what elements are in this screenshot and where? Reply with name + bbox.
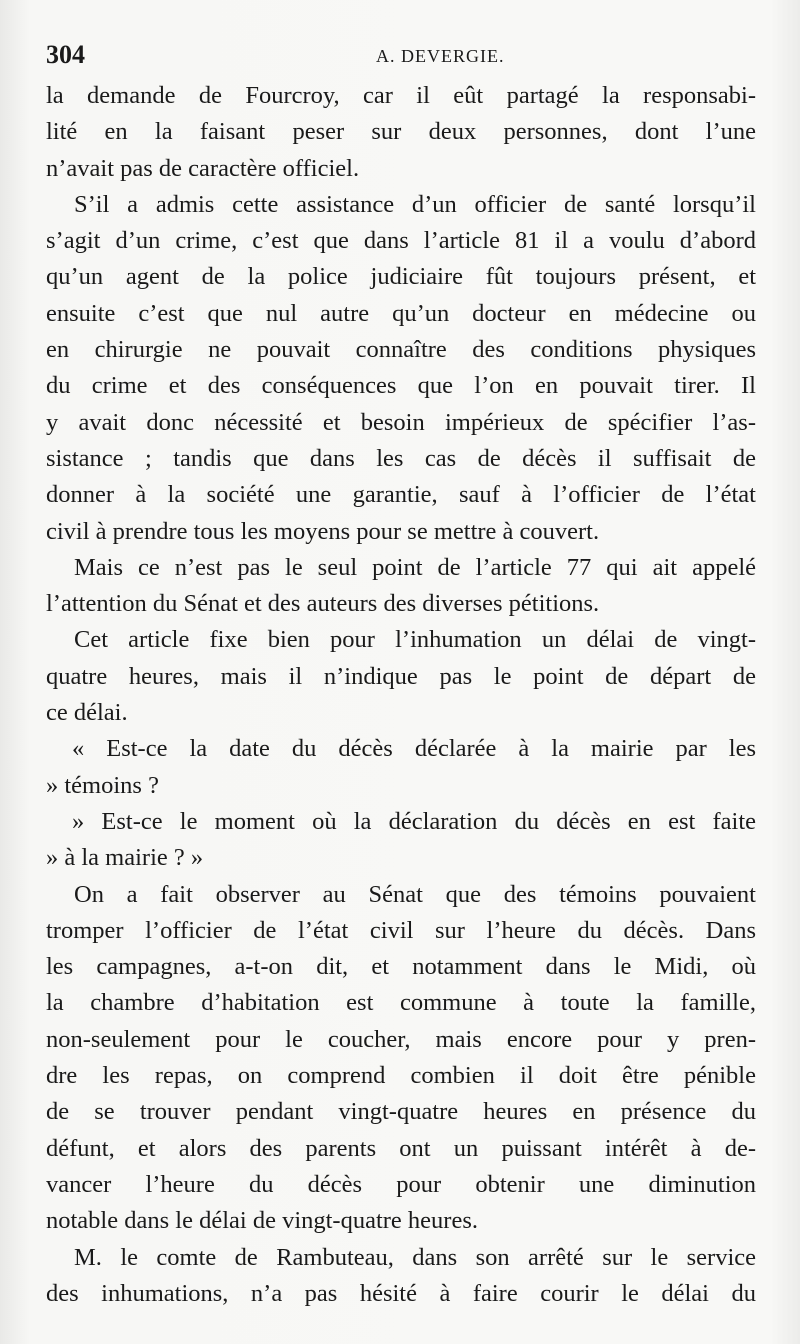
text-line: Mais ce n’est pas le seul point de l’article 77 qui ait appelé <box>74 553 756 581</box>
text-line: sistance ; tandis que dans les cas de décès il suffisait de <box>46 444 756 472</box>
text-line: quatre heures, mais il n’indique pas le point de départ de <box>46 662 756 690</box>
text-line: en chirurgie ne pouvait connaître des conditions physiques <box>46 336 756 364</box>
text-line: lité en la faisant peser sur deux personnes, dont l’une <box>46 118 756 146</box>
text-line: » à la mairie ? » <box>46 844 204 872</box>
text-line: y avait donc nécessité et besoin impérieux de spécifier l’as- <box>46 408 756 436</box>
text-line: du crime et des conséquences que l’on en pouvait tirer. Il <box>46 372 756 400</box>
text-line: les campagnes, a-t-on dit, et notamment dans le Midi, où <box>46 953 756 981</box>
running-head: A. DEVERGIE. <box>376 46 505 66</box>
page-number: 304 <box>46 40 85 69</box>
text-line: civil à prendre tous les moyens pour se mettre à couvert. <box>46 517 600 545</box>
text-line: ensuite c’est que nul autre qu’un docteur en médecine ou <box>46 299 756 327</box>
text-line: vancer l’heure du décès pour obtenir une diminution <box>46 1170 756 1198</box>
text-line: la chambre d’habitation est commune à toute la famille, <box>46 989 756 1017</box>
page-header <box>46 40 754 74</box>
text-line: n’avait pas de caractère officiel. <box>46 154 360 182</box>
text-line: « Est-ce la date du décès déclarée à la mairie par les <box>72 735 756 763</box>
text-line: l’attention du Sénat et des auteurs des diverses pétitions. <box>46 590 600 618</box>
text-line: défunt, et alors des parents ont un puissant intérêt à de- <box>46 1134 756 1162</box>
text-line: M. le comte de Rambuteau, dans son arrêté sur le service <box>74 1243 756 1271</box>
text-line: dre les repas, on comprend combien il doit être pénible <box>46 1062 756 1090</box>
text-line: notable dans le délai de vingt-quatre heures. <box>46 1207 478 1235</box>
text-line: tromper l’officier de l’état civil sur l’heure du décès. Dans <box>46 916 756 944</box>
text-line: non-seulement pour le coucher, mais encore pour y pren- <box>46 1025 756 1053</box>
text-line: donner à la société une garantie, sauf à l’officier de l’état <box>46 481 756 509</box>
text-line: » témoins ? <box>46 771 159 799</box>
text-line: de se trouver pendant vingt-quatre heures en présence du <box>46 1098 756 1126</box>
text-line: des inhumations, n’a pas hésité à faire courir le délai du <box>46 1279 756 1307</box>
text-line: qu’un agent de la police judiciaire fût toujours présent, et <box>46 263 756 291</box>
text-line: On a fait observer au Sénat que des témoins pouvaient <box>74 880 756 908</box>
text-line: la demande de Fourcroy, car il eût partagé la responsabi- <box>46 82 756 109</box>
text-line: s’agit d’un crime, c’est que dans l’article 81 il a voulu d’abord <box>46 227 756 255</box>
text-line: ce délai. <box>46 699 128 727</box>
text-line: S’il a admis cette assistance d’un officier de santé lorsqu’il <box>74 190 756 218</box>
text-line: » Est-ce le moment où la déclaration du décès en est faite <box>72 807 756 835</box>
body-text <box>46 78 756 1312</box>
text-line: Cet article fixe bien pour l’inhumation un délai de vingt- <box>74 626 756 654</box>
